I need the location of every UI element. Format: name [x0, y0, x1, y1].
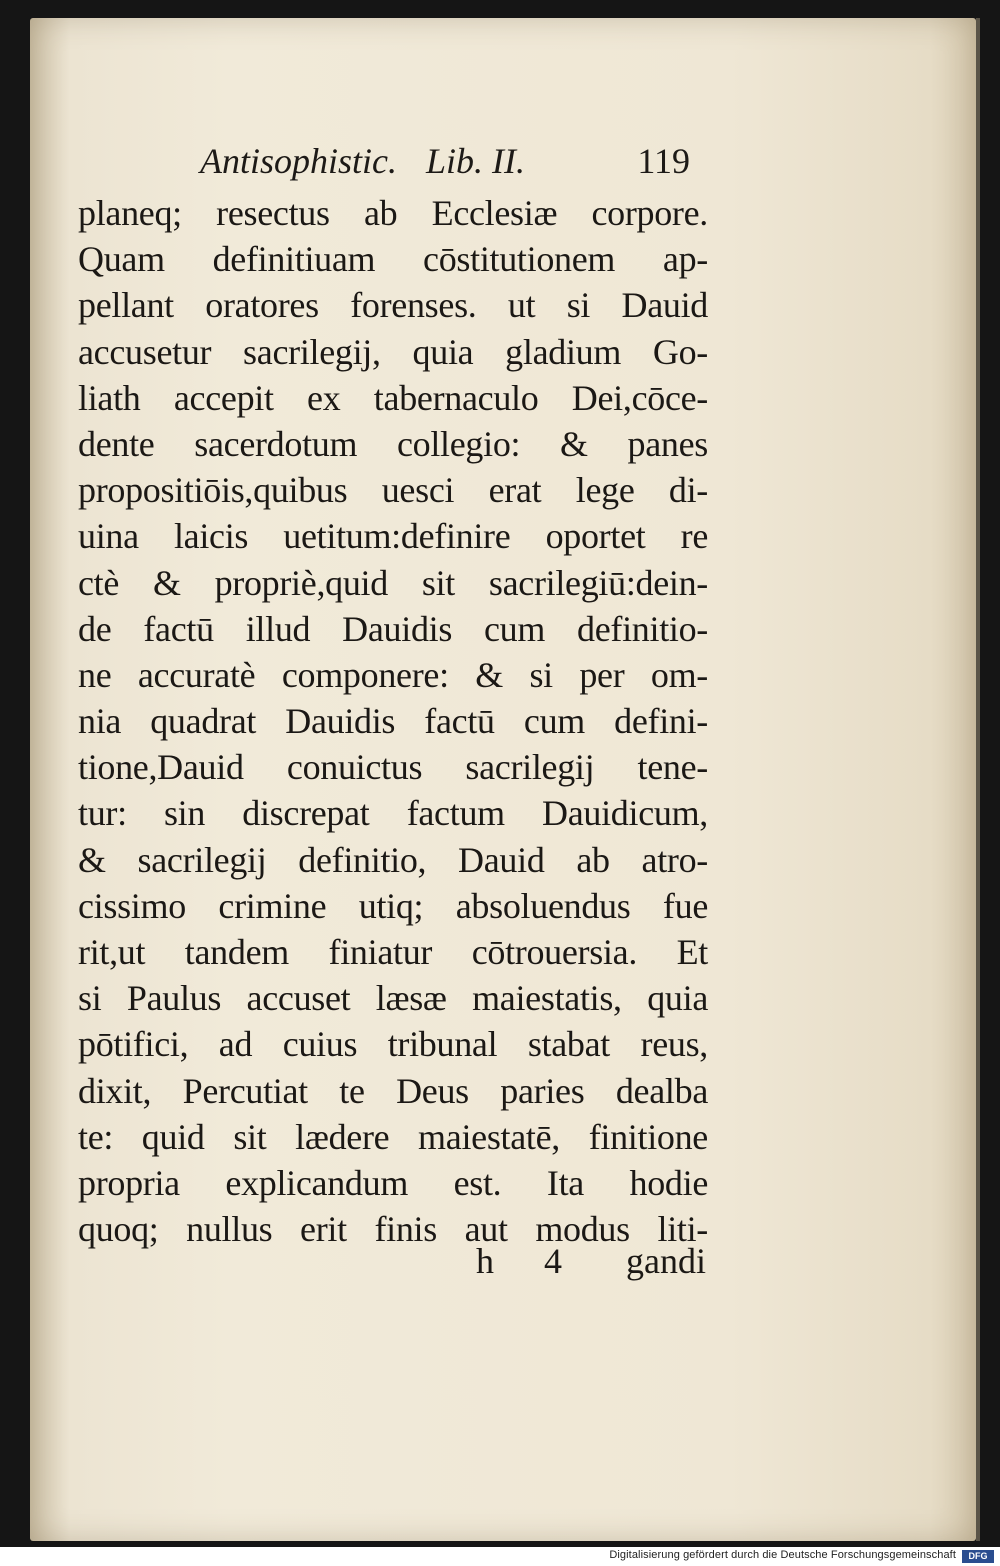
- text-line: pōtifici, ad cuius tribunal stabat reus,: [78, 1024, 708, 1065]
- running-head: [200, 140, 690, 184]
- signature-number: 4: [544, 1241, 562, 1281]
- text-line: ne accuratè componere: & si per om-: [78, 654, 708, 695]
- text-line: dixit, Percutiat te Deus paries dealba: [78, 1070, 708, 1111]
- text-line: propria explicandum est. Ita hodie: [78, 1162, 708, 1203]
- text-line: pellant oratores forenses. ut si Dauid: [78, 285, 708, 326]
- running-head-book: Lib. II.: [426, 141, 525, 181]
- text-line: nia quadrat Dauidis factū cum defini-: [78, 701, 708, 742]
- text-line: Quam definitiuam cōstitutionem ap-: [78, 239, 708, 280]
- text-line: ctè & propriè,quid sit sacrilegiū:dein-: [78, 562, 708, 603]
- dfg-logo-icon: DFG: [962, 1550, 994, 1563]
- text-line: si Paulus accuset læsæ maiestatis, quia: [78, 978, 708, 1019]
- text-line: planeq; resectus ab Ecclesiæ corpore.: [78, 193, 708, 233]
- text-line: liath accepit ex tabernaculo Dei,cōce-: [78, 377, 708, 418]
- text-line: tione,Dauid conuictus sacrilegij tene-: [78, 747, 708, 788]
- text-line: te: quid sit lædere maiestatē, finitione: [78, 1116, 708, 1157]
- text-line: quoq; nullus erit finis aut modus liti-: [78, 1209, 708, 1250]
- text-line: rit,ut tandem finiatur cōtrouersia. Et: [78, 932, 708, 972]
- page-edge: [976, 18, 980, 1541]
- signature-letter: h: [476, 1241, 494, 1281]
- text-line: accusetur sacrilegij, quia gladium Go-: [78, 331, 708, 372]
- body-text: [78, 190, 708, 1252]
- text-line: uina laicis uetitum:definire oportet re: [78, 516, 708, 557]
- text-line: tur: sin discrepat factum Dauidicum,: [78, 793, 708, 834]
- text-line: & sacrilegij definitio, Dauid ab atro-: [78, 839, 708, 880]
- footer-bar: [0, 1547, 1000, 1566]
- text-line: cissimo crimine utiq; absoluendus fue: [78, 885, 708, 926]
- text-line: de factū illud Dauidis cum definitio-: [78, 608, 708, 649]
- text-line: dente sacerdotum collegio: & panes: [78, 423, 708, 464]
- running-head-title: Antisophistic.: [200, 141, 397, 181]
- catchword: gandi: [626, 1241, 706, 1281]
- funding-credit: Digitalisierung gefördert durch die Deutsche Forschungsgemeinschaft: [609, 1549, 956, 1561]
- signature-line: [470, 1240, 706, 1286]
- page-number: 119: [637, 141, 690, 181]
- text-line: propositiōis,quibus uesci erat lege di-: [78, 470, 708, 511]
